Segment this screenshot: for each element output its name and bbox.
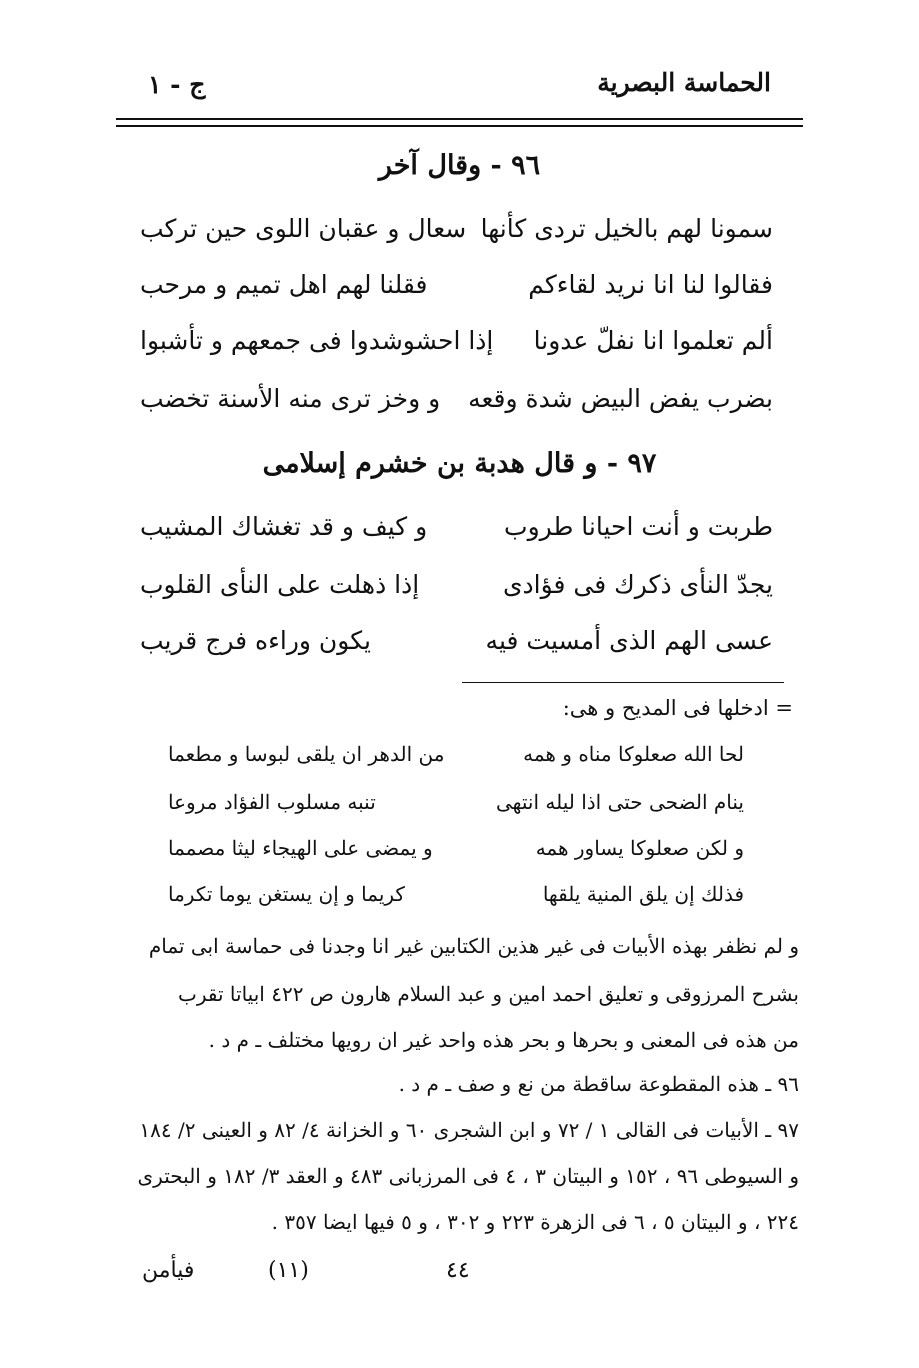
verse-first-hemistich: فقالوا لنا انا نريد لقاءكم — [528, 270, 773, 299]
verse-first-hemistich: عسى الهم الذى أمسيت فيه — [485, 626, 773, 655]
verse-second-hemistich: تنبه مسلوب الفؤاد مروعا — [168, 790, 376, 814]
verse-first-hemistich: و لكن صعلوكا يساور همه — [535, 836, 744, 860]
verse — [140, 384, 773, 428]
verse-second-hemistich: و يمضى على الهيجاء ليثا مصمما — [168, 836, 433, 860]
footnote-intro: = ادخلها فى المديح و هى: — [562, 696, 793, 720]
verse-first-hemistich: فذلك إن يلق المنية يلقها — [542, 882, 744, 906]
footnote-verse — [168, 836, 744, 876]
sheet-number: (١١) — [268, 1258, 309, 1283]
header-rule — [116, 118, 803, 120]
verse — [140, 214, 773, 258]
verse-second-hemistich: إذا ذهلت على النأى القلوب — [140, 570, 420, 599]
footnote-line: ٩٦ ـ هذه المقطوعة ساقطة من نع و صف ـ م د . — [398, 1072, 799, 1096]
footnote-line: و السيوطى ٩٦ ، ١٥٢ و البيتان ٣ ، ٤ فى المرزبانى ٤٨٣ و العقد ٣/ ١٨٢ و البحترى — [137, 1164, 799, 1188]
footnote-line: ٩٧ ـ الأبيات فى القالى ١ / ٧٢ و ابن الشجرى ٦٠ و الخزانة ٤/ ٨٢ و العينى ٢/ ١٨٤ — [139, 1118, 799, 1142]
verse-first-hemistich: لحا الله صعلوكا مناه و همه — [523, 742, 744, 766]
volume-label: ج - ١ — [148, 70, 206, 99]
verse-second-hemistich: يكون وراءه فرج قريب — [140, 626, 371, 655]
catchword: فيأمن — [142, 1258, 195, 1283]
verse — [140, 270, 773, 314]
header-rule-lower — [116, 125, 803, 127]
verse-first-hemistich: ألم تعلموا انا نفلّ عدونا — [533, 326, 773, 355]
footnote-line: بشرح المرزوقى و تعليق احمد امين و عبد السلام هارون ص ٤٢٢ ابياتا تقرب — [178, 982, 799, 1006]
verse — [140, 626, 773, 670]
verse-second-hemistich: سعال و عقبان اللوى حين تركب — [140, 214, 467, 243]
footnote-line: ٢٢٤ ، و البيتان ٥ ، ٦ فى الزهرة ٢٢٣ و ٣٠٢ ، و ٥ فيها ايضا ٣٥٧ . — [271, 1210, 799, 1234]
footnote-line: من هذه فى المعنى و بحرها و بحر هذه واحد غير ان رويها مختلف ـ م د . — [208, 1028, 799, 1052]
verse — [140, 570, 773, 614]
footnote-line: و لم نظفر بهذه الأبيات فى غير هذين الكتابين غير انا وجدنا فى حماسة ابى تمام — [148, 934, 799, 958]
verse-first-hemistich: طربت و أنت احيانا طروب — [504, 512, 773, 541]
verse-second-hemistich: كريما و إن يستغن يوما تكرما — [168, 882, 405, 906]
poem-96-heading: ٩٦ - وقال آخر — [378, 150, 541, 181]
verse-first-hemistich: بضرب يفض البيض شدة وقعه — [468, 384, 773, 413]
poem-97-heading: ٩٧ - و قال هدبة بن خشرم إسلامى — [262, 448, 657, 479]
verse-second-hemistich: من الدهر ان يلقى لبوسا و مطعما — [168, 742, 445, 766]
verse — [140, 326, 773, 370]
verse — [140, 512, 773, 556]
verse-first-hemistich: يجدّ النأى ذكرك فى فؤادى — [502, 570, 773, 599]
verse-first-hemistich: ينام الضحى حتى اذا ليله انتهى — [495, 790, 744, 814]
verse-second-hemistich: و كيف و قد تغشاك المشيب — [140, 512, 428, 541]
page-number: ٤٤ — [446, 1258, 470, 1283]
verse-second-hemistich: إذا احشوشدوا فى جمعهم و تأشبوا — [140, 326, 494, 355]
running-title: الحماسة البصرية — [597, 68, 771, 97]
footnote-separator — [462, 682, 784, 683]
footnote-verse — [168, 742, 744, 782]
footnote-verse — [168, 882, 744, 922]
verse-second-hemistich: و وخز ترى منه الأسنة تخضب — [140, 384, 441, 413]
verse-first-hemistich: سمونا لهم بالخيل تردى كأنها — [480, 214, 773, 243]
verse-second-hemistich: فقلنا لهم اهل تميم و مرحب — [140, 270, 428, 299]
footnote-verse — [168, 790, 744, 830]
